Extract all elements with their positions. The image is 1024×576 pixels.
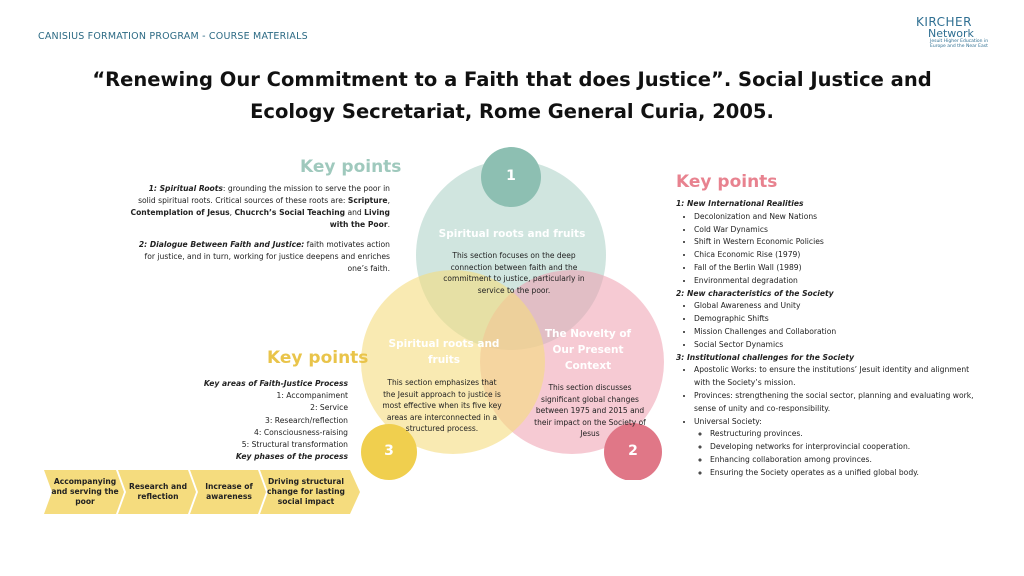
circle-3-body: This section emphasizes that the Jesuit approach to justice is most effective when its five key areas are interconnected in a structured process. bbox=[382, 378, 502, 433]
spiritual-roots-text: : grounding the mission to serve the poor in solid spiritual roots. Critical sources of these roots are: bbox=[138, 184, 390, 205]
dialogue-text: faith motivates action for justice, and in turn, working for justice deepens and enriches one’s faith. bbox=[144, 240, 390, 273]
phase-label-1: Accompanying and serving the poor bbox=[51, 477, 119, 506]
sub-list-item: ◦ Restructuring provinces. bbox=[710, 428, 976, 441]
sub-list-item: ◦ Ensuring the Society operates as a unified global body. bbox=[710, 467, 976, 480]
list-item: • Chica Economic Rise (1979) bbox=[694, 249, 976, 262]
phase-label-3: Increase of awareness bbox=[205, 482, 253, 501]
list-item: • Provinces: strengthening the social sector, planning and evaluating work, sense of unity and co-responsibility. bbox=[694, 390, 976, 416]
sub-list-item: ◦ Enhancing collaboration among provinces. bbox=[710, 454, 976, 467]
badge-3-number: 3 bbox=[384, 443, 394, 459]
list-item: • Social Sector Dynamics bbox=[694, 339, 976, 352]
list-item: • Mission Challenges and Collaboration bbox=[694, 326, 976, 339]
section-1-title: 1: New International Realities bbox=[676, 199, 804, 208]
spiritual-key-points-text bbox=[130, 183, 390, 283]
list-item: • Environmental degradation bbox=[694, 275, 976, 288]
logo-line-1: KIRCHER bbox=[916, 15, 972, 29]
list-item: • Cold War Dynamics bbox=[694, 224, 976, 237]
source-living-with-poor: Living with the Poor bbox=[329, 208, 390, 229]
section-2-title: 2: New characteristics of the Society bbox=[676, 288, 834, 298]
spiritual-roots-paragraph bbox=[130, 183, 390, 231]
page-title: “Renewing Our Commitment to a Faith that does Justice”. Social Justice and Ecology Secretariat, Rome General Curia, 2005. bbox=[92, 68, 932, 123]
circle-3-title: Spiritual roots and fruits bbox=[388, 338, 500, 366]
universal-society-sublist bbox=[694, 428, 976, 479]
dialogue-label: 2: Dialogue Between Faith and Justice: bbox=[138, 240, 305, 249]
circle-1-body: This section focuses on the deep connection between faith and the commitment to justice, particularly in service to the poor. bbox=[443, 251, 585, 295]
kircher-network-logo bbox=[916, 16, 996, 49]
phase-label-2: Research and reflection bbox=[128, 482, 188, 501]
source-social-teaching: Chucrch’s Social Teaching bbox=[234, 208, 346, 217]
sep: . bbox=[387, 220, 390, 229]
area-item: 1: Accompaniment bbox=[276, 391, 348, 401]
section-2-list bbox=[676, 300, 976, 351]
key-points-heading-process: Key points bbox=[267, 348, 369, 368]
phases-title: Key phases of the process bbox=[235, 452, 348, 462]
area-item: 2: Service bbox=[310, 403, 348, 413]
badge-2-number: 2 bbox=[628, 443, 638, 459]
program-header: CANISIUS FORMATION PROGRAM - COURSE MATERIALS bbox=[38, 31, 308, 42]
list-item: • Fall of the Berlin Wall (1989) bbox=[694, 262, 976, 275]
list-item: • Demographic Shifts bbox=[694, 313, 976, 326]
badge-1-number: 1 bbox=[506, 168, 516, 184]
dialogue-paragraph bbox=[130, 239, 390, 275]
circle-2-title: The Novelty of Our Present Context bbox=[544, 328, 632, 372]
sep: , bbox=[387, 196, 390, 205]
context-key-points bbox=[676, 198, 976, 480]
area-item: 5: Structural transformation bbox=[241, 440, 348, 450]
circle-1-title: Spiritual roots and fruits bbox=[438, 228, 586, 240]
sep: , bbox=[229, 208, 235, 217]
list-item: • Global Awareness and Unity bbox=[694, 300, 976, 313]
list-item: • Apostolic Works: to ensure the institutions’ Jesuit identity and alignment with the Society’s mission. bbox=[694, 364, 976, 390]
source-scripture: Scripture bbox=[347, 196, 388, 205]
process-key-points bbox=[170, 378, 348, 463]
area-item: 3: Research/reflection bbox=[265, 415, 348, 425]
sep: and bbox=[345, 208, 365, 217]
section-3-title: 3: Institutional challenges for the Society bbox=[676, 352, 855, 362]
list-item bbox=[694, 416, 976, 480]
key-points-heading-context: Key points bbox=[676, 172, 778, 192]
circle-2-body: This section discusses significant global changes between 1975 and 2015 and their impact on the Society of Jesus bbox=[534, 383, 646, 438]
list-item: • Shift in Western Economic Policies bbox=[694, 236, 976, 249]
areas-title: Key areas of Faith-Justice Process bbox=[203, 379, 348, 388]
logo-line-3: Jesuit Higher Education in Europe and the Near East bbox=[930, 39, 989, 49]
section-3-list bbox=[676, 364, 976, 479]
section-1-list bbox=[676, 211, 976, 288]
key-points-heading-spiritual: Key points bbox=[300, 157, 402, 177]
spiritual-roots-label: 1: Spiritual Roots bbox=[148, 184, 223, 193]
source-contemplation: Contemplation of Jesus bbox=[130, 208, 230, 217]
area-item: 4: Consciousness-raising bbox=[254, 427, 348, 437]
logo-line-2: Network bbox=[928, 27, 974, 40]
universal-society-label: Universal Society: bbox=[694, 416, 762, 426]
sub-list-item: ◦ Developing networks for interprovincial cooperation. bbox=[710, 441, 976, 454]
list-item: • Decolonization and New Nations bbox=[694, 211, 976, 224]
phase-label-4: Driving structural change for lasting social impact bbox=[267, 477, 345, 506]
